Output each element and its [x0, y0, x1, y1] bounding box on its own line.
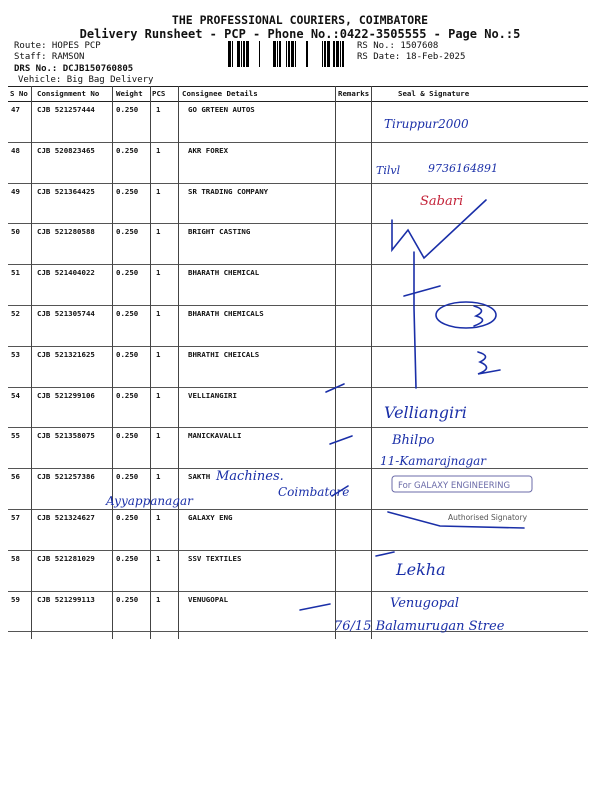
col-divider	[150, 86, 151, 639]
table-row	[8, 427, 588, 469]
cell-pcs: 1	[156, 472, 161, 482]
barcode-bar	[342, 41, 344, 67]
col-divider	[112, 86, 113, 639]
table-row	[8, 101, 588, 143]
rs-number: RS No.: 1507608	[357, 41, 439, 51]
handwritten-text: Tiruppur2000	[384, 117, 469, 131]
cell-weight: 0.250	[116, 431, 139, 441]
cell-pcs: 1	[156, 594, 161, 604]
cell-sno: 59	[11, 594, 20, 604]
handwritten-text: Bhilpo	[392, 433, 435, 448]
cell-pcs: 1	[156, 145, 161, 155]
barcode-bar	[241, 41, 242, 67]
cell-cno: CJB 521364425	[37, 186, 95, 196]
cell-cno: CJB 520823465	[37, 145, 95, 155]
cell-cno: CJB 521299113	[37, 594, 95, 604]
cell-cno: CJB 521299106	[37, 390, 95, 400]
handwritten-text: Tilvl	[376, 164, 401, 177]
cell-pcs: 1	[156, 186, 161, 196]
cell-sno: 58	[11, 553, 20, 563]
cell-cno: CJB 521281029	[37, 553, 95, 563]
handwritten-text: Lekha	[396, 560, 446, 579]
cell-cno: CJB 521257444	[37, 105, 95, 114]
table-row	[8, 509, 588, 551]
barcode-bar	[336, 41, 339, 67]
handwritten-text: 9736164891	[428, 162, 498, 175]
handwritten-text: 11-Kamarajnagar	[380, 454, 487, 468]
cell-pcs: 1	[156, 553, 161, 563]
cell-cno: CJB 521404022	[37, 268, 95, 278]
table-row	[8, 183, 588, 225]
cell-sno: 50	[11, 227, 20, 237]
cell-sno: 54	[11, 390, 20, 400]
cell-cno: CJB 521324627	[37, 513, 95, 522]
barcode-bar	[273, 41, 276, 67]
cell-weight: 0.250	[116, 349, 139, 359]
col-divider	[335, 86, 336, 639]
cell-sno: 52	[11, 309, 20, 318]
col-divider	[178, 86, 179, 639]
table-row	[8, 550, 588, 592]
handwritten-text: Machines.	[216, 469, 284, 484]
barcode-bar	[232, 41, 233, 67]
barcode-bar	[333, 41, 335, 67]
col-divider	[371, 86, 372, 639]
stamp-authorised: Authorised Signatory	[448, 513, 528, 522]
cell-weight: 0.250	[116, 145, 139, 155]
cell-weight: 0.250	[116, 268, 139, 278]
cell-pcs: 1	[156, 268, 161, 278]
cell-consignee: BRIGHT CASTING	[188, 227, 251, 237]
col-pcs: PCS	[152, 89, 166, 98]
handwritten-text: Coimbatore	[278, 485, 350, 499]
col-divider	[31, 86, 32, 639]
barcode-bar	[327, 41, 330, 67]
cell-pcs: 1	[156, 309, 161, 318]
handwritten-text: Velliangiri	[384, 403, 467, 422]
handwritten-text: Sabari	[420, 194, 464, 209]
barcode-bar	[291, 41, 294, 67]
barcode-bar	[237, 41, 240, 67]
cell-cno: CJB 521305744	[37, 309, 95, 318]
cell-pcs: 1	[156, 105, 161, 114]
cell-pcs: 1	[156, 390, 161, 400]
cell-weight: 0.250	[116, 553, 139, 563]
barcode-bar	[277, 41, 278, 67]
staff-label: Staff: RAMSON	[14, 52, 85, 62]
barcode-bar	[228, 41, 231, 67]
table-row	[8, 468, 588, 510]
col-seal: Seal & Signature	[398, 89, 470, 98]
barcode-bar	[324, 41, 326, 67]
barcode-bar	[306, 41, 308, 67]
cell-consignee: GALAXY ENG	[188, 513, 233, 522]
table-row	[8, 223, 588, 265]
cell-sno: 47	[11, 105, 20, 114]
cell-sno: 48	[11, 145, 20, 155]
table-row	[8, 305, 588, 347]
barcode-bar	[246, 41, 249, 67]
cell-sno: 49	[11, 186, 20, 196]
cell-pcs: 1	[156, 431, 161, 441]
col-consignment: Consignment No	[37, 89, 100, 98]
barcode-bar	[295, 41, 296, 67]
cell-sno: 51	[11, 268, 20, 278]
cell-consignee: SSV TEXTILES	[188, 553, 242, 563]
table-header	[8, 86, 588, 102]
table-row	[8, 387, 588, 429]
barcode-bar	[288, 41, 290, 67]
runsheet-title: THE PROFESSIONAL COURIERS, COIMBATORE	[171, 13, 429, 27]
col-weight: Weight	[116, 89, 143, 98]
cell-pcs: 1	[156, 349, 161, 359]
col-sno: S No	[10, 89, 28, 98]
cell-consignee: GO GRTEEN AUTOS	[188, 105, 255, 114]
cell-consignee: SAKTH	[188, 472, 211, 482]
cell-sno: 57	[11, 513, 20, 522]
cell-cno: CJB 521321625	[37, 349, 95, 359]
cell-cno: CJB 521280588	[37, 227, 95, 237]
rs-date: RS Date: 18-Feb-2025	[357, 52, 466, 62]
cell-cno: CJB 521358075	[37, 431, 95, 441]
cell-consignee: BHRATHI CHEICALS	[188, 349, 260, 359]
cell-pcs: 1	[156, 227, 161, 237]
handwritten-text: Ayyappanagar	[106, 494, 193, 508]
cell-cno: CJB 521257386	[37, 472, 95, 482]
route-label: Route: HOPES PCP	[14, 41, 101, 51]
cell-consignee: VENUGOPAL	[188, 594, 229, 604]
cell-weight: 0.250	[116, 227, 139, 237]
table-row	[8, 142, 588, 184]
handwritten-text: 76/15 Balamurugan Stree	[334, 619, 505, 634]
cell-pcs: 1	[156, 513, 161, 522]
col-remarks: Remarks	[338, 89, 370, 98]
drs-number: DRS No.: DCJB150760805	[14, 64, 134, 74]
cell-consignee: BHARATH CHEMICALS	[188, 309, 264, 318]
table-row	[8, 264, 588, 306]
cell-consignee: BHARATH CHEMICAL	[188, 268, 260, 278]
cell-weight: 0.250	[116, 594, 139, 604]
cell-sno: 55	[11, 431, 20, 441]
col-consignee: Consignee Details	[182, 89, 258, 98]
runsheet-subtitle: Delivery Runsheet - PCP - Phone No.:0422-3505555 - Page No.:5	[79, 27, 521, 41]
cell-weight: 0.250	[116, 513, 139, 522]
cell-weight: 0.250	[116, 472, 139, 482]
barcode-bar	[279, 41, 281, 67]
cell-sno: 56	[11, 472, 20, 482]
barcode-bar	[322, 41, 323, 67]
cell-consignee: AKR FOREX	[188, 145, 229, 155]
barcode-bar	[286, 41, 287, 67]
cell-weight: 0.250	[116, 186, 139, 196]
barcode-bar	[340, 41, 341, 67]
handwritten-text: Venugopal	[390, 596, 460, 611]
vehicle-label: Vehicle: Big Bag Delivery	[18, 75, 154, 85]
barcode	[228, 41, 352, 67]
cell-consignee: VELLIANGIRI	[188, 390, 237, 400]
cell-sno: 53	[11, 349, 20, 359]
barcode-bar	[259, 41, 260, 67]
cell-consignee: SR TRADING COMPANY	[188, 186, 269, 196]
table-row	[8, 346, 588, 388]
stamp-company: For GALAXY ENGINEERING	[398, 481, 511, 491]
cell-weight: 0.250	[116, 105, 139, 114]
table-row	[8, 591, 588, 633]
cell-consignee: MANICKAVALLI	[188, 431, 242, 441]
cell-weight: 0.250	[116, 390, 139, 400]
cell-weight: 0.250	[116, 309, 139, 318]
barcode-bar	[243, 41, 245, 67]
